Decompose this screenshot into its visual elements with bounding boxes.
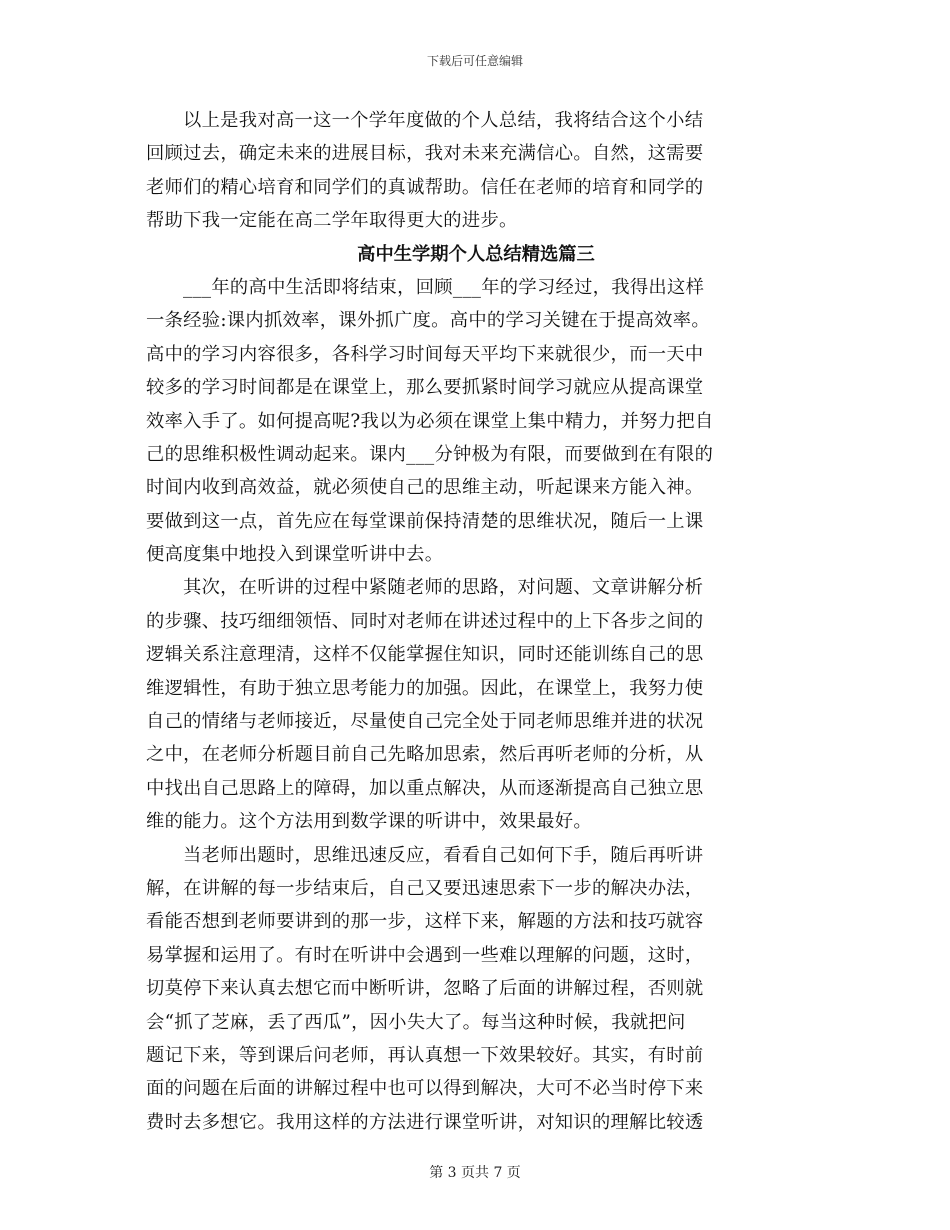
paragraph-line: 当老师出题时，思维迅速反应，看看自己如何下手，随后再听讲 <box>183 844 704 866</box>
paragraph-line: 维逻辑性，有助于独立思考能力的加强。因此，在课堂上，我努力使 <box>146 677 704 699</box>
paragraph-line: 中找出自己思路上的障碍，加以重点解决，从而逐渐提高自己独立思 <box>146 777 704 799</box>
paragraph <box>146 271 806 572</box>
paragraph-line: 其次，在听讲的过程中紧随老师的思路，对问题、文章讲解分析 <box>183 577 704 599</box>
paragraph-line: 效率入手了。如何提高呢?我以为必须在课堂上集中精力，并努力把自 <box>146 410 714 432</box>
page-footer: 第 3 页共 7 页 <box>429 1165 521 1181</box>
paragraph-line: 的步骤、技巧细细领悟、同时对老师在讲述过程中的上下各步之间的 <box>146 610 704 632</box>
paragraph <box>146 104 806 238</box>
paragraph-line: 时间内收到高效益，就必须使自己的思维主动，听起课来方能入神。 <box>146 477 704 499</box>
paragraph-line: 便高度集中地投入到课堂听讲中去。 <box>146 544 444 566</box>
paragraph-line: 回顾过去，确定未来的进展目标，我对未来充满信心。自然，这需要 <box>146 143 704 165</box>
paragraph-line: 之中，在老师分析题目前自己先略加思索，然后再听老师的分析，从 <box>146 744 704 766</box>
paragraph-line: 题记下来，等到课后问老师，再认真想一下效果较好。其实，有时前 <box>146 1044 704 1066</box>
paragraph-line: ___年的高中生活即将结束，回顾___年的学习经过，我得出这样 <box>183 276 705 298</box>
paragraph-line: 易掌握和运用了。有时在听讲中会遇到一些难以理解的问题，这时， <box>146 944 704 966</box>
paragraph-line: 解，在讲解的每一步结束后，自己又要迅速思索下一步的解决办法， <box>146 877 704 899</box>
document-body <box>146 104 806 1139</box>
page-header: 下载后可任意编辑 <box>426 54 523 68</box>
paragraph-line: 费时去多想它。我用这样的方法进行课堂听讲，对知识的理解比较透 <box>146 1111 704 1133</box>
section-title: 高中生学期个人总结精选篇三 <box>357 243 595 265</box>
paragraph-line: 帮助下我一定能在高二学年取得更大的进步。 <box>146 210 518 232</box>
paragraph <box>146 839 806 1140</box>
paragraph-line: 己的思维积极性调动起来。课内___分钟极为有限，而要做到在有限的 <box>146 443 714 465</box>
paragraphs-after <box>146 271 806 1139</box>
paragraph-line: 以上是我对高一这一个学年度做的个人总结，我将结合这个小结 <box>183 110 704 131</box>
paragraph-line: 看能否想到老师要讲到的那一步，这样下来，解题的方法和技巧就容 <box>146 911 704 933</box>
paragraph-line: 要做到这一点，首先应在每堂课前保持清楚的思维状况，随后一上课 <box>146 510 704 532</box>
paragraph-line: 自己的情绪与老师接近，尽量使自己完全处于同老师思维并进的状况 <box>146 711 704 733</box>
paragraph-line: 较多的学习时间都是在课堂上，那么要抓紧时间学习就应从提高课堂 <box>146 377 704 399</box>
paragraph-line: 一条经验:课内抓效率，课外抓广度。高中的学习关键在于提高效率。 <box>146 310 710 332</box>
paragraph-line: 逻辑关系注意理清，这样不仅能掌握住知识，同时还能训练自己的思 <box>146 644 704 666</box>
paragraph-line: 老师们的精心培育和同学们的真诚帮助。信任在老师的培育和同学的 <box>146 176 704 198</box>
paragraph-line: 高中的学习内容很多，各科学习时间每天平均下来就很少，而一天中 <box>146 343 704 365</box>
paragraph-line: 维的能力。这个方法用到数学课的听讲中，效果最好。 <box>146 811 592 833</box>
paragraph-line: 切莫停下来认真去想它而中断听讲，忽略了后面的讲解过程，否则就 <box>146 978 704 1000</box>
paragraph <box>146 571 806 838</box>
paragraph-line: 面的问题在后面的讲解过程中也可以得到解决，大可不必当时停下来 <box>146 1078 704 1100</box>
paragraph-line: 会“抓了芝麻，丢了西瓜”，因小失大了。每当这种时候，我就把问 <box>146 1011 686 1033</box>
paragraphs-before <box>146 104 806 238</box>
